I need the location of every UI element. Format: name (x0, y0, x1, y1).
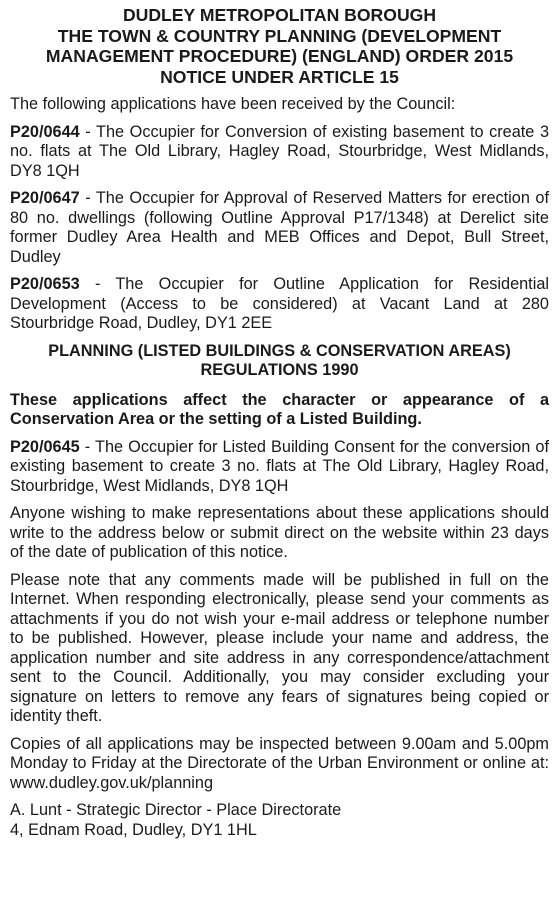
notice-heading (10, 5, 549, 87)
intro-text: The following applications have been received by the Council: (10, 95, 456, 114)
application-ref: P20/0645 (10, 437, 80, 456)
application-ref: P20/0647 (10, 189, 80, 208)
application-description: - The Occupier for Conversion of existing basement to create 3 no. flats at The Old Library, Hagley Road, Stourbridge, West Midlands, DY8 1QH (10, 122, 549, 180)
application-ref: P20/0644 (10, 122, 80, 141)
heading-line-4: NOTICE UNDER ARTICLE 15 (160, 66, 399, 87)
representations-text: Anyone wishing to make representations about these applications should write to the address below or submit direct on the website within 23 days of the date of publication of this notice. (10, 504, 549, 562)
signature-line-1: A. Lunt - Strategic Director - Place Directorate (10, 801, 342, 820)
comments-note-text: Please note that any comments made will be published in full on the Internet. When responding electronically, please send your comments as attachments if you do not wish your e-mail address or telephone number to be published. However, please include your name and address, the application number and site address in any correspondence/attachment sent to the Council. Additionally, you may consider excluding your signature on letters to remove any fears of signatures being copied or identity theft. (10, 570, 549, 726)
application-entry (10, 189, 549, 267)
application-entry (10, 123, 549, 182)
heading-line-2: THE TOWN & COUNTRY PLANNING (DEVELOPMENT (57, 25, 502, 46)
heading-line-3: MANAGEMENT PROCEDURE) (ENGLAND) ORDER 2015 (45, 46, 514, 67)
listed-intro-text: These applications affect the character or appearance of a Conservation Area or the setting of a Listed Building. (10, 390, 549, 429)
application-description: - The Occupier for Approval of Reserved Matters for erection of 80 no. dwellings (following Outline Approval P17/1348) at Derelict site former Dudley Area Health and MEB Offices and Depot, Bull Street, Dudley (10, 189, 549, 266)
listed-heading-line-1: PLANNING (LISTED BUILDINGS & CONSERVATION AREAS) (48, 341, 511, 360)
heading-line-1: DUDLEY METROPOLITAN BOROUGH (122, 5, 437, 25)
signature-block (10, 801, 549, 840)
listed-buildings-heading (10, 342, 549, 381)
application-description: - The Occupier for Listed Building Consent for the conversion of existing basement to create 3 no. flats at The Old Library, Hagley Road, Stourbridge, West Midlands, DY8 1QH (10, 437, 549, 495)
listed-heading-line-2: REGULATIONS 1990 (200, 361, 359, 380)
application-description: - The Occupier for Outline Application for Residential Development (Access to be considered) at Vacant Land at 280 Stourbridge Road, Dudley, DY1 2EE (10, 275, 549, 333)
inspection-text: Copies of all applications may be inspected between 9.00am and 5.00pm Monday to Friday at the Directorate of the Urban Environment or online at: www.dudley.gov.uk/planning (10, 734, 549, 792)
signature-line-2: 4, Ednam Road, Dudley, DY1 1HL (10, 820, 257, 839)
application-ref: P20/0653 (10, 275, 80, 294)
application-entry (10, 438, 549, 497)
application-entry (10, 275, 549, 334)
